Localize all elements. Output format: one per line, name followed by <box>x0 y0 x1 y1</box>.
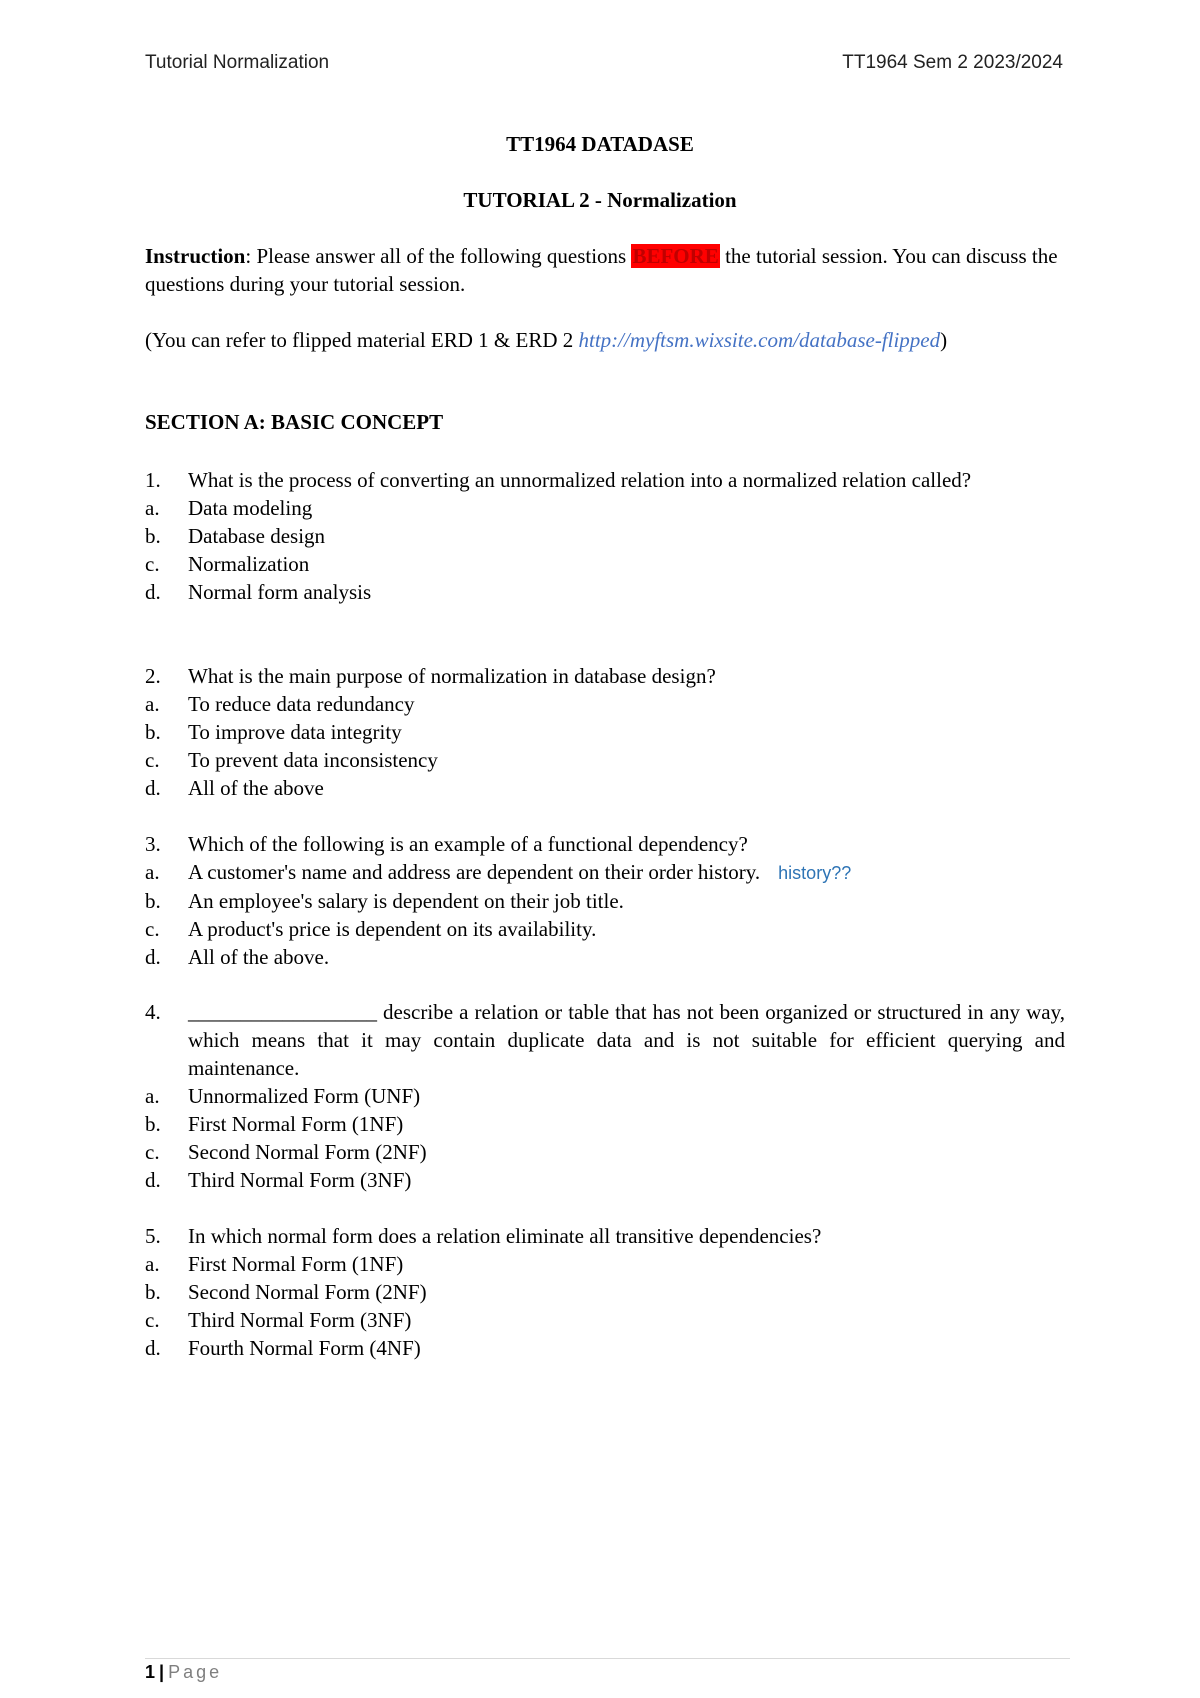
question-text: __________________ describe a relation or table that has not been organized or structured in any way, which means that it may contain duplicate data and is not suitable for efficient querying and maintenance. <box>188 1000 1065 1080</box>
page-footer <box>145 1662 222 1683</box>
before-highlight: BEFORE <box>632 244 719 268</box>
question-number: 1. <box>145 468 161 492</box>
reference-text: (You can refer to flipped material ERD 1 & ERD 2 <box>145 328 579 352</box>
question-text: Which of the following is an example of a functional dependency? <box>188 832 748 856</box>
option-a: a. A customer's name and address are dependent on their order history. history?? <box>145 860 852 884</box>
option-b: b. Database design <box>145 524 326 548</box>
page-header <box>145 52 1063 74</box>
document-title: TT1964 DATADASE <box>506 132 694 156</box>
option-b: b. To improve data integrity <box>145 720 402 744</box>
question-text: What is the main purpose of normalization in database design? <box>188 664 716 688</box>
option-c: c. Second Normal Form (2NF) <box>145 1140 427 1164</box>
question-5 <box>145 1222 1065 1362</box>
instruction-paragraph <box>145 242 1065 298</box>
page-label: Page <box>168 1662 223 1682</box>
question-number: 2. <box>145 664 161 688</box>
option-a: a. First Normal Form (1NF) <box>145 1252 404 1276</box>
option-c: c. Normalization <box>145 552 310 576</box>
option-d: d. Normal form analysis <box>145 580 372 604</box>
question-text: What is the process of converting an unnormalized relation into a normalized relation called? <box>188 468 972 492</box>
comment-note: history?? <box>778 863 852 883</box>
option-a: a. To reduce data redundancy <box>145 692 415 716</box>
option-b: b. First Normal Form (1NF) <box>145 1112 404 1136</box>
instruction-label: Instruction <box>145 244 246 268</box>
option-a: a. Unnormalized Form (UNF) <box>145 1084 421 1108</box>
question-3 <box>145 830 1065 971</box>
option-b: b. An employee's salary is dependent on their job title. <box>145 889 624 913</box>
reference-close: ) <box>940 328 948 352</box>
header-right: TT1964 Sem 2 2023/2024 <box>842 52 1063 73</box>
flipped-material-link[interactable]: http://myftsm.wixsite.com/database-flipped <box>578 328 941 352</box>
option-d: d. All of the above. <box>145 945 330 969</box>
option-c: c. A product's price is dependent on its availability. <box>145 917 597 941</box>
question-number: 3. <box>145 832 161 856</box>
question-4 <box>145 998 1065 1194</box>
footer-divider <box>145 1658 1070 1659</box>
option-c: c. To prevent data inconsistency <box>145 748 438 772</box>
option-d: d. Fourth Normal Form (4NF) <box>145 1336 421 1360</box>
section-a-heading: SECTION A: BASIC CONCEPT <box>145 410 444 434</box>
instruction-colon: : <box>245 244 252 268</box>
option-b: b. Second Normal Form (2NF) <box>145 1280 427 1304</box>
instruction-text-after: the tutorial session. You can discuss the questions during your tutorial session. <box>145 244 1058 296</box>
question-2 <box>145 662 1065 802</box>
question-text: In which normal form does a relation eliminate all transitive dependencies? <box>188 1224 822 1248</box>
reference-paragraph <box>145 326 1065 354</box>
instruction-text-before: Please answer all of the following questions <box>251 244 632 268</box>
question-number: 4. <box>145 1000 161 1024</box>
footer-separator: | <box>159 1662 165 1682</box>
document-subtitle: TUTORIAL 2 - Normalization <box>463 188 737 212</box>
option-a: a. Data modeling <box>145 496 313 520</box>
option-d: d. All of the above <box>145 776 324 800</box>
option-c: c. Third Normal Form (3NF) <box>145 1308 412 1332</box>
page-number: 1 <box>145 1662 156 1682</box>
question-1 <box>145 466 1065 606</box>
header-left: Tutorial Normalization <box>145 52 330 73</box>
option-d: d. Third Normal Form (3NF) <box>145 1168 412 1192</box>
question-number: 5. <box>145 1224 161 1248</box>
